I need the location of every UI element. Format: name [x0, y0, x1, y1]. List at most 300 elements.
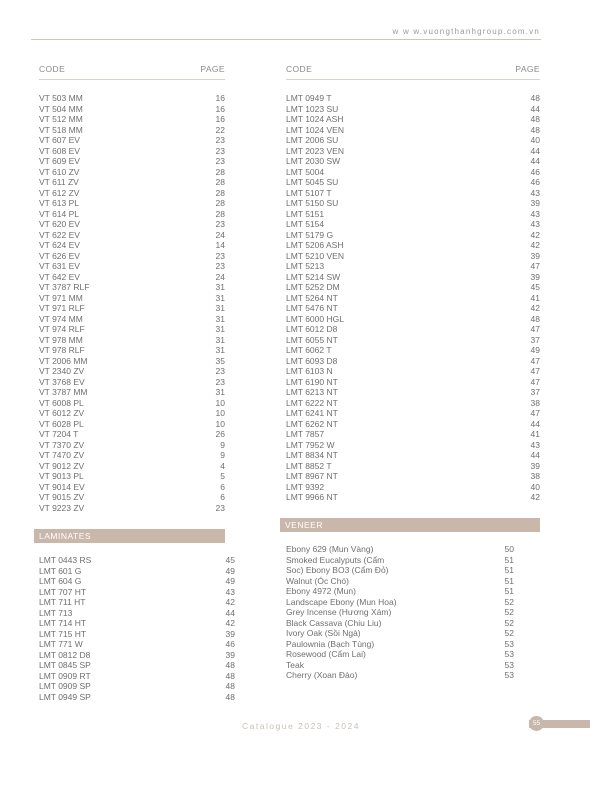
item-page: 50	[504, 544, 514, 554]
item-page: 48	[225, 681, 235, 691]
item-code: LMT 8967 NT	[286, 471, 338, 481]
list-item	[286, 576, 514, 587]
list-item	[286, 670, 514, 681]
item-page: 53	[504, 659, 514, 670]
item-code: VT 3768 EV	[39, 376, 85, 387]
left-column-header	[39, 64, 225, 80]
item-code: VT 3787 MM	[39, 387, 88, 397]
list-item	[39, 482, 225, 493]
item-page: 10	[215, 408, 225, 418]
list-item	[39, 209, 225, 220]
item-code: Ivory Oak (Sồi Ngà)	[286, 628, 361, 638]
list-item	[39, 429, 225, 440]
item-code: VT 6012 ZV	[39, 408, 85, 418]
laminates-code-list	[39, 555, 235, 702]
list-item	[286, 440, 540, 451]
list-item	[39, 335, 225, 346]
list-item	[39, 188, 225, 199]
item-page: 28	[215, 187, 225, 198]
item-code: VT 518 MM	[39, 124, 83, 135]
item-code: LMT 2023 VEN	[286, 145, 344, 156]
list-item	[286, 586, 514, 597]
item-code: LMT 5210 VEN	[286, 250, 344, 261]
item-page: 47	[530, 376, 540, 387]
item-page: 31	[215, 345, 225, 355]
item-page: 31	[215, 334, 225, 345]
list-item	[39, 251, 225, 262]
list-item	[286, 471, 540, 482]
item-page: 40	[530, 135, 540, 145]
item-code: LMT 1024 ASH	[286, 114, 344, 124]
list-item	[39, 303, 225, 314]
item-code: VT 607 EV	[39, 135, 80, 145]
list-item	[286, 335, 540, 346]
item-code: VT 6028 PL	[39, 418, 84, 429]
item-page: 16	[215, 103, 225, 114]
item-page: 41	[530, 429, 540, 439]
item-page: 4	[220, 460, 225, 471]
list-item	[286, 544, 514, 555]
item-code: LMT 6222 NT	[286, 397, 338, 408]
item-page: 39	[530, 460, 540, 471]
item-page: 9	[220, 439, 225, 450]
item-page: 23	[215, 135, 225, 145]
list-item	[39, 114, 225, 125]
item-code: Landscape Ebony (Mun Hoa)	[286, 596, 397, 607]
item-code: LMT 5252 DM	[286, 282, 340, 292]
list-item	[286, 93, 540, 104]
list-item	[286, 492, 540, 503]
item-code: VT 974 RLF	[39, 324, 85, 334]
item-code: LMT 601 G	[39, 565, 82, 576]
list-item	[286, 482, 540, 493]
item-code: LMT 5045 SU	[286, 177, 339, 187]
item-code: Walnut (Óc Chó)	[286, 575, 349, 586]
list-item	[39, 587, 235, 598]
list-item	[286, 314, 540, 325]
item-page: 10	[215, 397, 225, 408]
item-page: 47	[530, 324, 540, 334]
list-item	[39, 440, 225, 451]
list-item	[39, 618, 235, 629]
item-page: 31	[215, 313, 225, 324]
left-index-column	[39, 64, 225, 513]
list-item	[286, 293, 540, 304]
item-code: LMT 715 HT	[39, 628, 87, 639]
list-item	[39, 597, 235, 608]
item-page: 43	[530, 439, 540, 450]
list-item	[39, 282, 225, 293]
item-page: 52	[504, 628, 514, 638]
item-code: LMT 5151	[286, 208, 325, 219]
list-item	[286, 114, 540, 125]
list-item	[39, 650, 235, 661]
list-item	[286, 429, 540, 440]
item-code: LMT 6062 T	[286, 345, 332, 355]
item-page: 53	[504, 670, 514, 680]
item-page: 40	[530, 481, 540, 492]
list-item	[39, 93, 225, 104]
right-index-column	[286, 64, 540, 503]
item-code: VT 9013 PL	[39, 471, 84, 481]
list-item	[39, 219, 225, 230]
list-item	[286, 660, 514, 671]
item-page: 48	[530, 114, 540, 124]
item-page: 51	[504, 586, 514, 596]
item-page: 51	[504, 554, 514, 565]
item-page: 44	[530, 418, 540, 429]
item-code: VT 503 MM	[39, 93, 83, 103]
list-item	[286, 555, 514, 566]
list-item	[39, 461, 225, 472]
item-code: Ebony 629 (Mun Vàng)	[286, 544, 374, 554]
item-code: VT 613 PL	[39, 198, 80, 208]
item-code: LMT 5150 SU	[286, 198, 339, 208]
item-page: 53	[504, 638, 514, 649]
list-item	[39, 366, 225, 377]
item-code: VT 978 RLF	[39, 345, 85, 355]
item-page: 47	[530, 355, 540, 366]
item-page: 51	[504, 575, 514, 586]
item-page: 23	[215, 145, 225, 156]
list-item	[39, 104, 225, 115]
item-code: VT 3787 RLF	[39, 282, 90, 292]
item-code: LMT 604 G	[39, 576, 82, 586]
item-page: 48	[225, 670, 235, 681]
list-item	[286, 272, 540, 283]
item-code: LMT 9392	[286, 481, 325, 492]
item-page: 31	[215, 292, 225, 303]
item-code: Teak	[286, 659, 304, 670]
item-page: 23	[215, 366, 225, 376]
list-item	[39, 492, 225, 503]
item-code: LMT 707 HT	[39, 586, 87, 597]
list-item	[286, 282, 540, 293]
catalogue-footer: Catalogue 2023 - 2024	[242, 721, 360, 731]
item-code: VT 2340 ZV	[39, 366, 85, 376]
list-item	[39, 125, 225, 136]
item-code: LMT 5206 ASH	[286, 240, 344, 250]
item-page: 47	[530, 261, 540, 271]
item-page: 23	[215, 376, 225, 387]
item-page: 48	[530, 93, 540, 103]
list-item	[286, 125, 540, 136]
item-page: 42	[225, 618, 235, 628]
list-item	[286, 104, 540, 115]
item-code: VT 9012 ZV	[39, 460, 85, 471]
item-page: 31	[215, 282, 225, 292]
item-code: LMT 771 W	[39, 639, 83, 649]
item-page: 44	[530, 450, 540, 460]
item-code: LMT 7857	[286, 429, 325, 439]
item-page: 37	[530, 334, 540, 345]
list-item	[39, 398, 225, 409]
list-item	[286, 230, 540, 241]
item-code: LMT 6213 NT	[286, 387, 338, 397]
item-page: 42	[225, 597, 235, 607]
list-item	[286, 419, 540, 430]
item-page: 49	[225, 576, 235, 586]
item-code: LMT 5004	[286, 166, 325, 177]
list-item	[39, 272, 225, 283]
item-page: 6	[220, 481, 225, 492]
item-page: 45	[530, 282, 540, 292]
item-page: 39	[530, 198, 540, 208]
item-code: VT 504 MM	[39, 103, 83, 114]
item-code: VT 7470 ZV	[39, 450, 85, 460]
website-url: w w w.vuongthanhgroup.com.vn	[392, 27, 540, 36]
item-code: Grey Incense (Hương Xám)	[286, 607, 392, 617]
item-page: 44	[530, 156, 540, 166]
item-code: LMT 6190 NT	[286, 376, 338, 387]
list-item	[39, 471, 225, 482]
item-code: Ebony 4972 (Mun)	[286, 586, 356, 596]
list-item	[286, 251, 540, 262]
item-code: VT 7370 ZV	[39, 439, 85, 450]
item-code: VT 6008 PL	[39, 397, 84, 408]
item-page: 23	[215, 261, 225, 271]
item-page: 49	[225, 565, 235, 576]
code-header: CODE	[286, 64, 313, 74]
item-page: 43	[530, 208, 540, 219]
item-code: VT 974 MM	[39, 313, 83, 324]
list-item	[286, 135, 540, 146]
item-page: 39	[530, 271, 540, 282]
page-header: PAGE	[515, 64, 540, 74]
item-page: 23	[215, 502, 225, 513]
item-page: 37	[530, 387, 540, 397]
list-item	[286, 324, 540, 335]
item-code: VT 622 EV	[39, 229, 80, 240]
item-page: 52	[504, 607, 514, 617]
item-page: 39	[530, 250, 540, 261]
list-item	[286, 146, 540, 157]
list-item	[286, 219, 540, 230]
item-code: VT 642 EV	[39, 271, 80, 282]
item-code: VT 609 EV	[39, 156, 80, 166]
list-item	[39, 167, 225, 178]
item-code: LMT 0949 SP	[39, 691, 91, 702]
item-page: 24	[215, 229, 225, 240]
list-item	[286, 649, 514, 660]
item-code: VT 7204 T	[39, 429, 79, 439]
item-page: 23	[215, 156, 225, 166]
item-code: LMT 5213	[286, 261, 325, 271]
item-page: 38	[530, 397, 540, 408]
item-page: 31	[215, 324, 225, 334]
item-code: LMT 711 HT	[39, 597, 86, 607]
item-page: 46	[530, 177, 540, 187]
item-page: 39	[225, 628, 235, 639]
list-item	[286, 387, 540, 398]
item-page: 43	[530, 219, 540, 229]
item-page: 52	[504, 596, 514, 607]
item-page: 45	[225, 555, 235, 565]
list-item	[286, 188, 540, 199]
list-item	[39, 377, 225, 388]
item-page: 43	[530, 187, 540, 198]
item-code: VT 611 ZV	[39, 177, 79, 187]
item-code: VT 512 MM	[39, 114, 83, 124]
list-item	[286, 597, 514, 608]
list-item	[39, 146, 225, 157]
item-code: LMT 1024 VEN	[286, 124, 344, 135]
item-code: LMT 5179 G	[286, 229, 334, 240]
list-item	[286, 261, 540, 272]
item-page: 6	[220, 492, 225, 502]
item-code: VT 9014 EV	[39, 481, 85, 492]
item-code: LMT 6093 D8	[286, 355, 338, 366]
item-code: LMT 6262 NT	[286, 418, 338, 429]
item-page: 28	[215, 198, 225, 208]
item-code: LMT 8834 NT	[286, 450, 338, 460]
list-item	[39, 293, 225, 304]
list-item	[39, 503, 225, 514]
list-item	[39, 660, 235, 671]
list-item	[286, 639, 514, 650]
list-item	[286, 408, 540, 419]
list-item	[39, 230, 225, 241]
item-page: 44	[530, 103, 540, 114]
laminates-section-header: LAMINATES	[34, 529, 225, 543]
list-item	[286, 398, 540, 409]
code-header: CODE	[39, 64, 66, 74]
left-code-list	[39, 93, 225, 513]
list-item	[39, 135, 225, 146]
item-code: LMT 1023 SU	[286, 103, 339, 114]
list-item	[39, 324, 225, 335]
item-page: 9	[220, 450, 225, 460]
item-code: VT 612 ZV	[39, 187, 80, 198]
item-page: 22	[215, 124, 225, 135]
item-page: 10	[215, 418, 225, 429]
item-code: LMT 0443 RS	[39, 555, 92, 565]
item-page: 42	[530, 240, 540, 250]
item-code: Paulownia (Bạch Tùng)	[286, 638, 375, 649]
list-item	[286, 607, 514, 618]
list-item	[286, 156, 540, 167]
item-page: 44	[530, 145, 540, 156]
item-code: LMT 0909 RT	[39, 670, 91, 681]
page-number-badge: 55	[529, 716, 544, 731]
list-item	[39, 576, 235, 587]
list-item	[286, 167, 540, 178]
item-page: 24	[215, 271, 225, 282]
item-code: VT 971 RLF	[39, 303, 85, 313]
list-item	[286, 209, 540, 220]
item-code: VT 620 EV	[39, 219, 80, 229]
item-page: 48	[225, 691, 235, 702]
item-code: VT 9223 ZV	[39, 502, 85, 513]
item-page: 16	[215, 114, 225, 124]
item-page: 5	[220, 471, 225, 481]
list-item	[286, 565, 514, 576]
item-page: 28	[215, 177, 225, 187]
item-page: 39	[225, 649, 235, 660]
item-code: LMT 5264 NT	[286, 292, 338, 303]
list-item	[39, 681, 235, 692]
right-code-list	[286, 93, 540, 503]
item-code: VT 2006 MM	[39, 355, 88, 366]
item-code: VT 626 EV	[39, 250, 80, 261]
item-code: LMT 2006 SU	[286, 135, 339, 145]
list-item	[286, 450, 540, 461]
page-header: PAGE	[200, 64, 225, 74]
list-item	[39, 692, 235, 703]
item-code: LMT 6055 NT	[286, 334, 338, 345]
item-page: 48	[530, 124, 540, 135]
item-code: LMT 714 HT	[39, 618, 87, 628]
item-code: LMT 2030 SW	[286, 156, 341, 166]
list-item	[286, 345, 540, 356]
list-item	[39, 408, 225, 419]
list-item	[39, 566, 235, 577]
item-code: LMT 6000 HGL	[286, 313, 344, 324]
item-code: LMT 0845 SP	[39, 660, 91, 670]
item-page: 38	[530, 471, 540, 481]
item-code: LMT 8852 T	[286, 460, 332, 471]
item-page: 26	[215, 429, 225, 439]
item-page: 46	[530, 166, 540, 177]
item-page: 16	[215, 93, 225, 103]
item-code: LMT 9966 NT	[286, 492, 338, 502]
list-item	[39, 608, 235, 619]
list-item	[39, 671, 235, 682]
item-code: VT 614 PL	[39, 208, 80, 219]
list-item	[286, 240, 540, 251]
list-item	[39, 419, 225, 430]
list-item	[286, 628, 514, 639]
item-code: LMT 5214 SW	[286, 271, 341, 282]
item-code: Rosewood (Cẩm Lai)	[286, 649, 366, 659]
item-page: 42	[530, 492, 540, 502]
item-code: LMT 6103 N	[286, 366, 333, 376]
item-code: VT 978 MM	[39, 334, 83, 345]
list-item	[39, 198, 225, 209]
list-item	[39, 450, 225, 461]
list-item	[286, 618, 514, 629]
item-code: VT 9015 ZV	[39, 492, 85, 502]
item-page: 49	[530, 345, 540, 355]
item-page: 48	[530, 313, 540, 324]
item-page: 31	[215, 387, 225, 397]
item-page: 52	[504, 617, 514, 628]
list-item	[39, 356, 225, 367]
list-item	[286, 461, 540, 472]
item-page: 35	[215, 355, 225, 366]
item-page: 53	[504, 649, 514, 659]
veneer-section-header: VENEER	[280, 518, 540, 532]
item-page: 51	[504, 565, 514, 575]
list-item	[286, 366, 540, 377]
item-page: 47	[530, 366, 540, 376]
item-page: 47	[530, 408, 540, 418]
item-code: VT 624 EV	[39, 240, 80, 250]
item-code: LMT 6012 D8	[286, 324, 338, 334]
item-page: 43	[225, 586, 235, 597]
item-code: LMT 6241 NT	[286, 408, 338, 418]
item-page: 41	[530, 292, 540, 303]
item-code: VT 610 ZV	[39, 166, 80, 177]
item-code: LMT 0909 SP	[39, 681, 91, 691]
item-code: Smoked Eucalyputs (Cẩm	[286, 554, 385, 565]
top-divider	[31, 39, 541, 40]
item-code: Soc) Ebony BO3 (Cẩm Đỏ)	[286, 565, 389, 575]
list-item	[39, 261, 225, 272]
item-page: 46	[225, 639, 235, 649]
list-item	[39, 387, 225, 398]
item-code: LMT 5154	[286, 219, 325, 229]
